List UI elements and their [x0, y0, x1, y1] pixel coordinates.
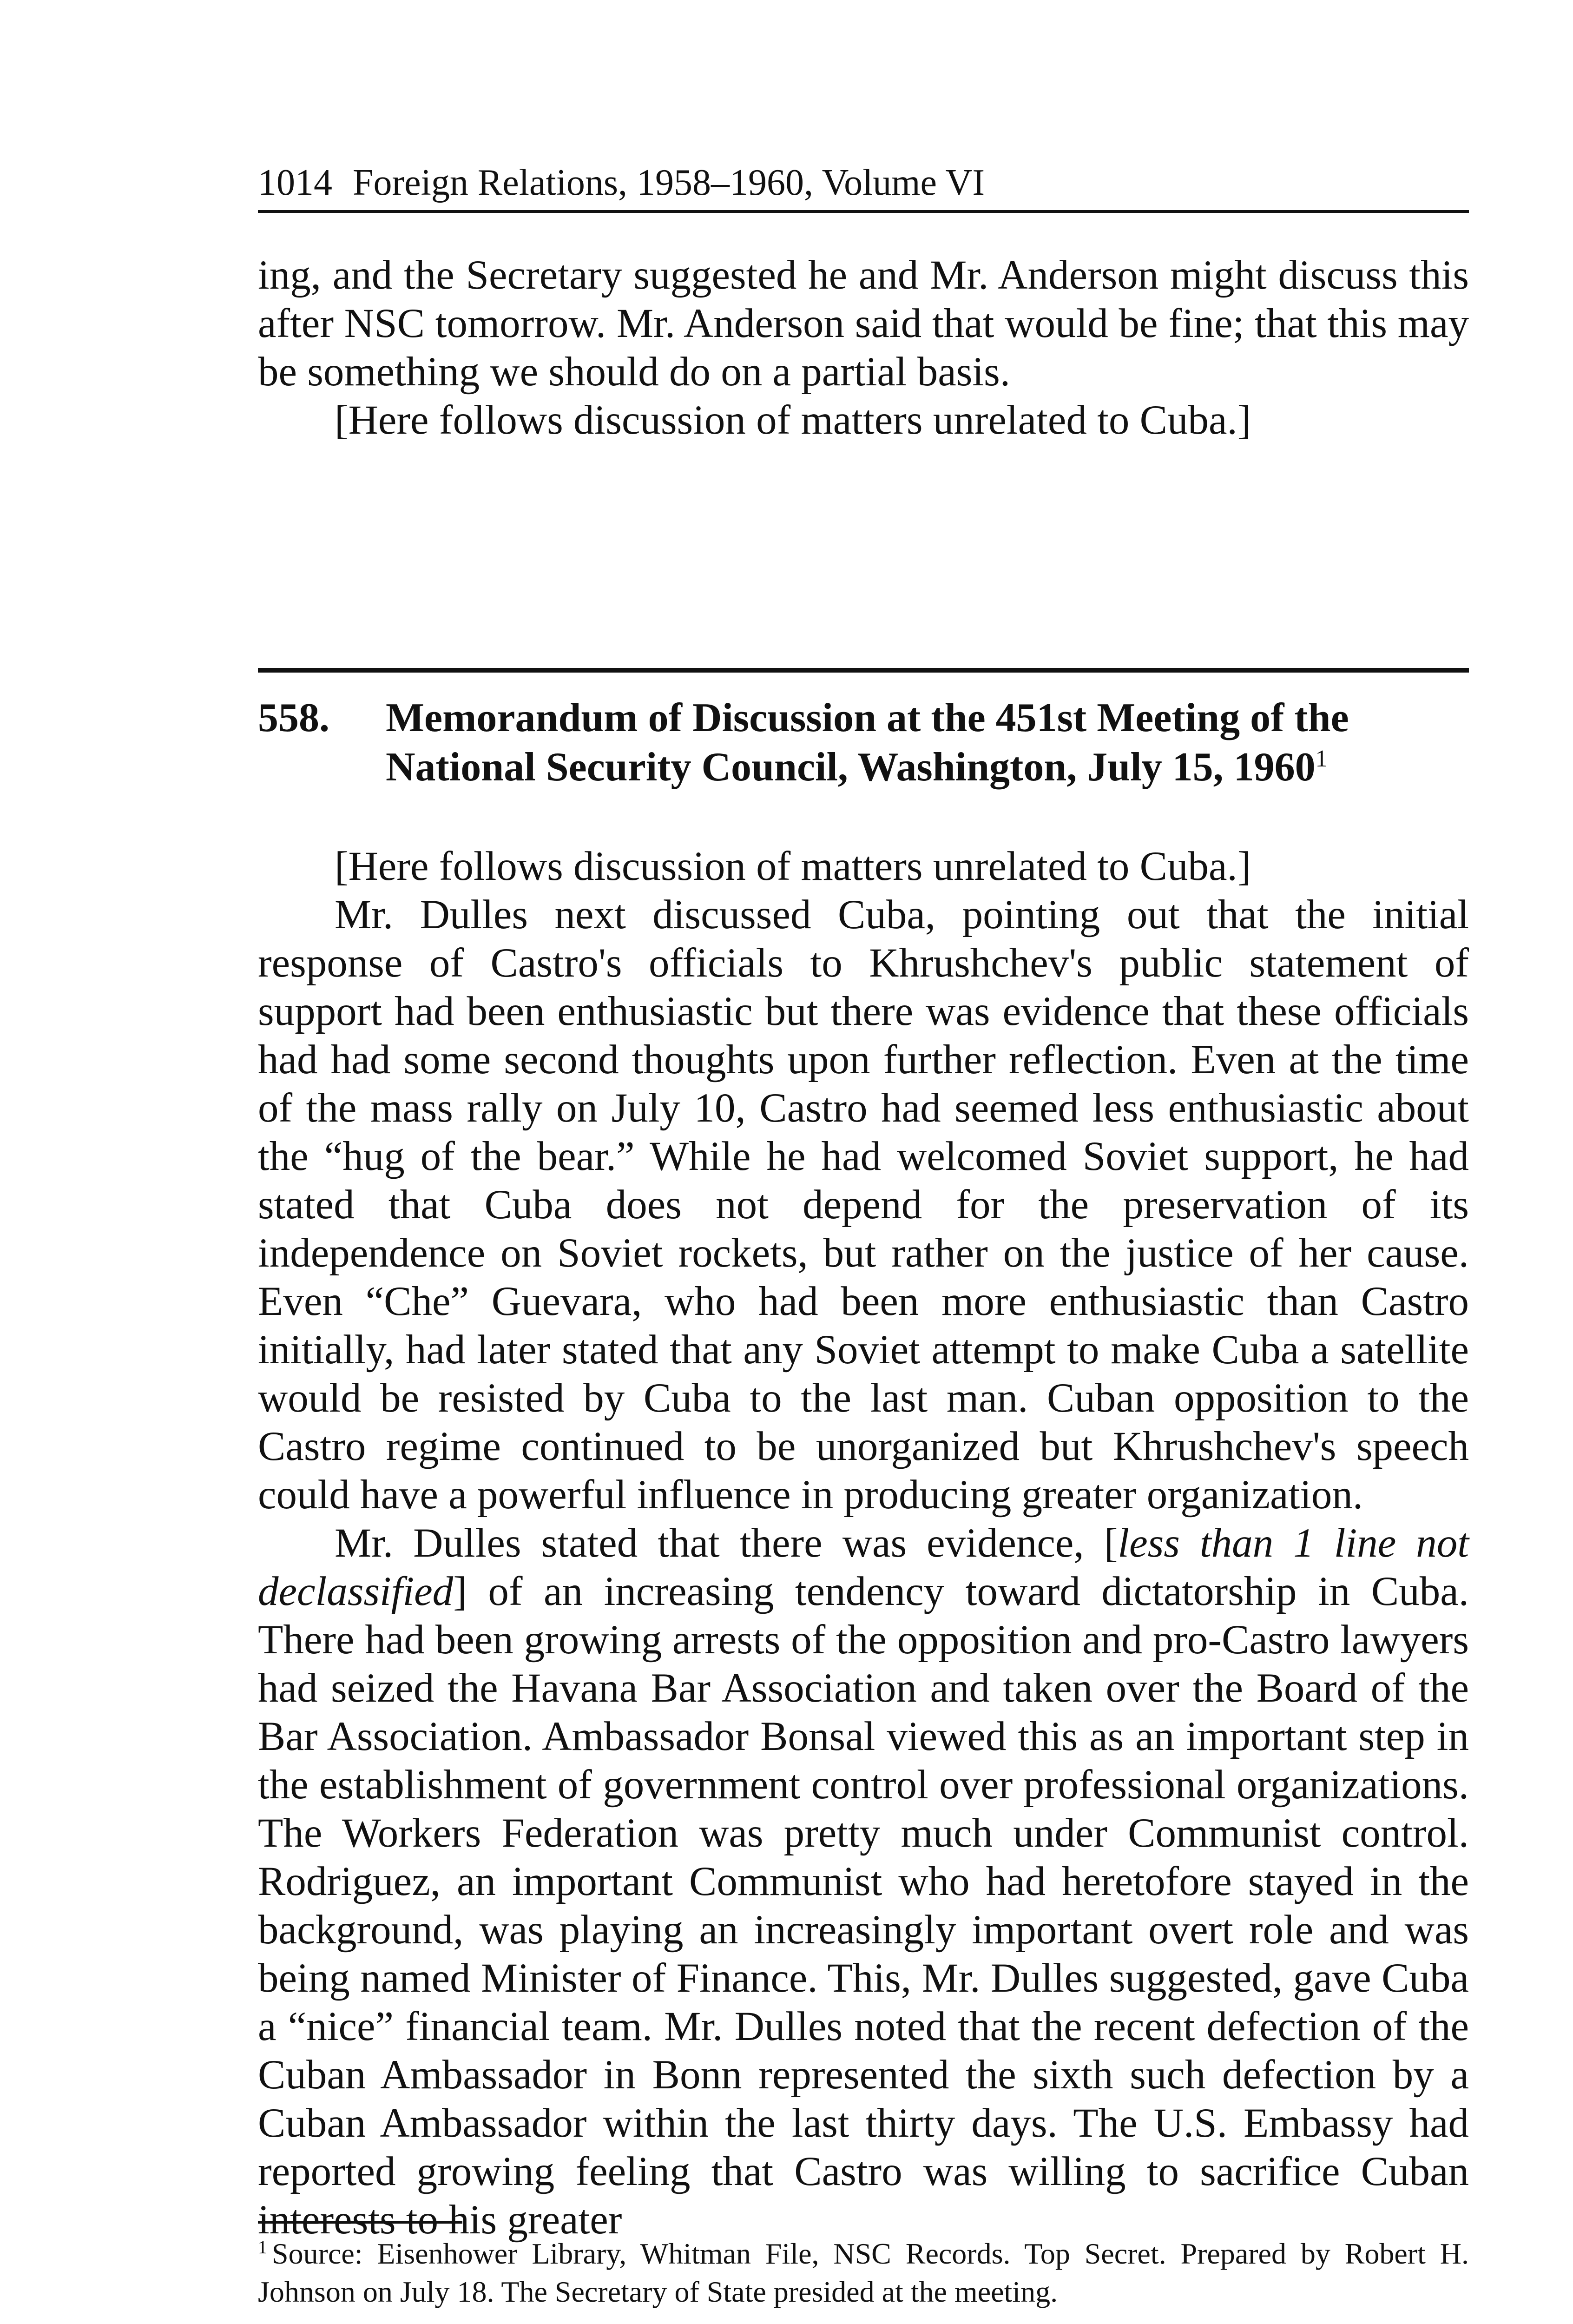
body-paragraph — [258, 1519, 1469, 2244]
document-body — [258, 842, 1469, 2244]
document-title-block — [386, 693, 1469, 792]
footnote-text: Source: Eisenhower Library, Whitman File, NSC Records. Top Secret. Prepared by Robert H. Johnson on July 18. The Secretary of State presided at the meeting. — [258, 2237, 1469, 2308]
declassification-note: less than 1 line not declassified — [258, 1520, 1469, 1614]
editorial-note: [Here follows discussion of matters unrelated to Cuba.] — [335, 397, 1251, 443]
section-divider — [258, 668, 1469, 673]
editorial-note: [Here follows discussion of matters unrelated to Cuba.] — [335, 844, 1251, 889]
body-text-segment: Mr. Dulles stated that there was evidence, [ — [335, 1520, 1118, 1566]
carryover-paragraph: ing, and the Secretary suggested he and Mr. Anderson might discuss this after NSC tomorrow. Mr. Anderson said that would be fine; that this may be something we should do on a partial basis. — [258, 252, 1469, 395]
footnote-reference: 1 — [1315, 746, 1328, 772]
running-title: Foreign Relations, 1958–1960, Volume VI — [353, 162, 985, 203]
page-number: 1014 — [258, 162, 332, 203]
running-header — [258, 162, 1469, 213]
document-title: Memorandum of Discussion at the 451st Meeting of the National Security Council, Washington, July 15, 1960 — [386, 695, 1349, 790]
body-paragraph: Mr. Dulles next discussed Cuba, pointing out that the initial response of Castro's officials to Khrushchev's public statement of support had been enthusiastic but there was evidence that these officials had had some second thoughts upon further reflection. Even at the time of the mass rally on July 10, Castro had seemed less enthusiastic about the “hug of the bear.” While he had welcomed Soviet support, he had stated that Cuba does not depend for the preservation of its independence on Soviet rockets, but rather on the justice of her cause. Even “Che” Guevara, who had been more enthusiastic than Castro initially, had later stated that any Soviet attempt to make Cuba a satellite would be resisted by Cuba to the last man. Cuban opposition to the Castro regime continued to be unorganized but Khrushchev's speech could have a powerful influence in producing greater organization. — [258, 892, 1469, 1518]
carryover-text — [258, 251, 1469, 444]
document-number: 558. — [258, 695, 329, 740]
body-text-segment: ] of an increasing tendency toward dictatorship in Cuba. There had been growing arrests of the opposition and pro-Castro lawyers had seized the Havana Bar Association and taken over the Board of the Bar Association. Ambassador Bonsal viewed this as an important step in the establishment of government control over professional organizations. The Workers Federation was pretty much under Communist control. Rodriguez, an important Communist who had heretofore stayed in the background, was playing an increasingly important overt role and was being named Minister of Finance. This, Mr. Dulles suggested, gave Cuba a “nice” financial team. Mr. Dulles noted that the recent defection of the Cuban Ambassador in Bonn represented the sixth such defection by a Cuban Ambassador within the last thirty days. The U.S. Embassy had reported growing feeling that Castro was willing to sacrifice Cuban interests to his greater — [258, 1569, 1469, 2243]
footnote — [258, 2235, 1469, 2311]
footnote-divider — [258, 2221, 462, 2224]
footnote-marker: 1 — [258, 2237, 267, 2258]
